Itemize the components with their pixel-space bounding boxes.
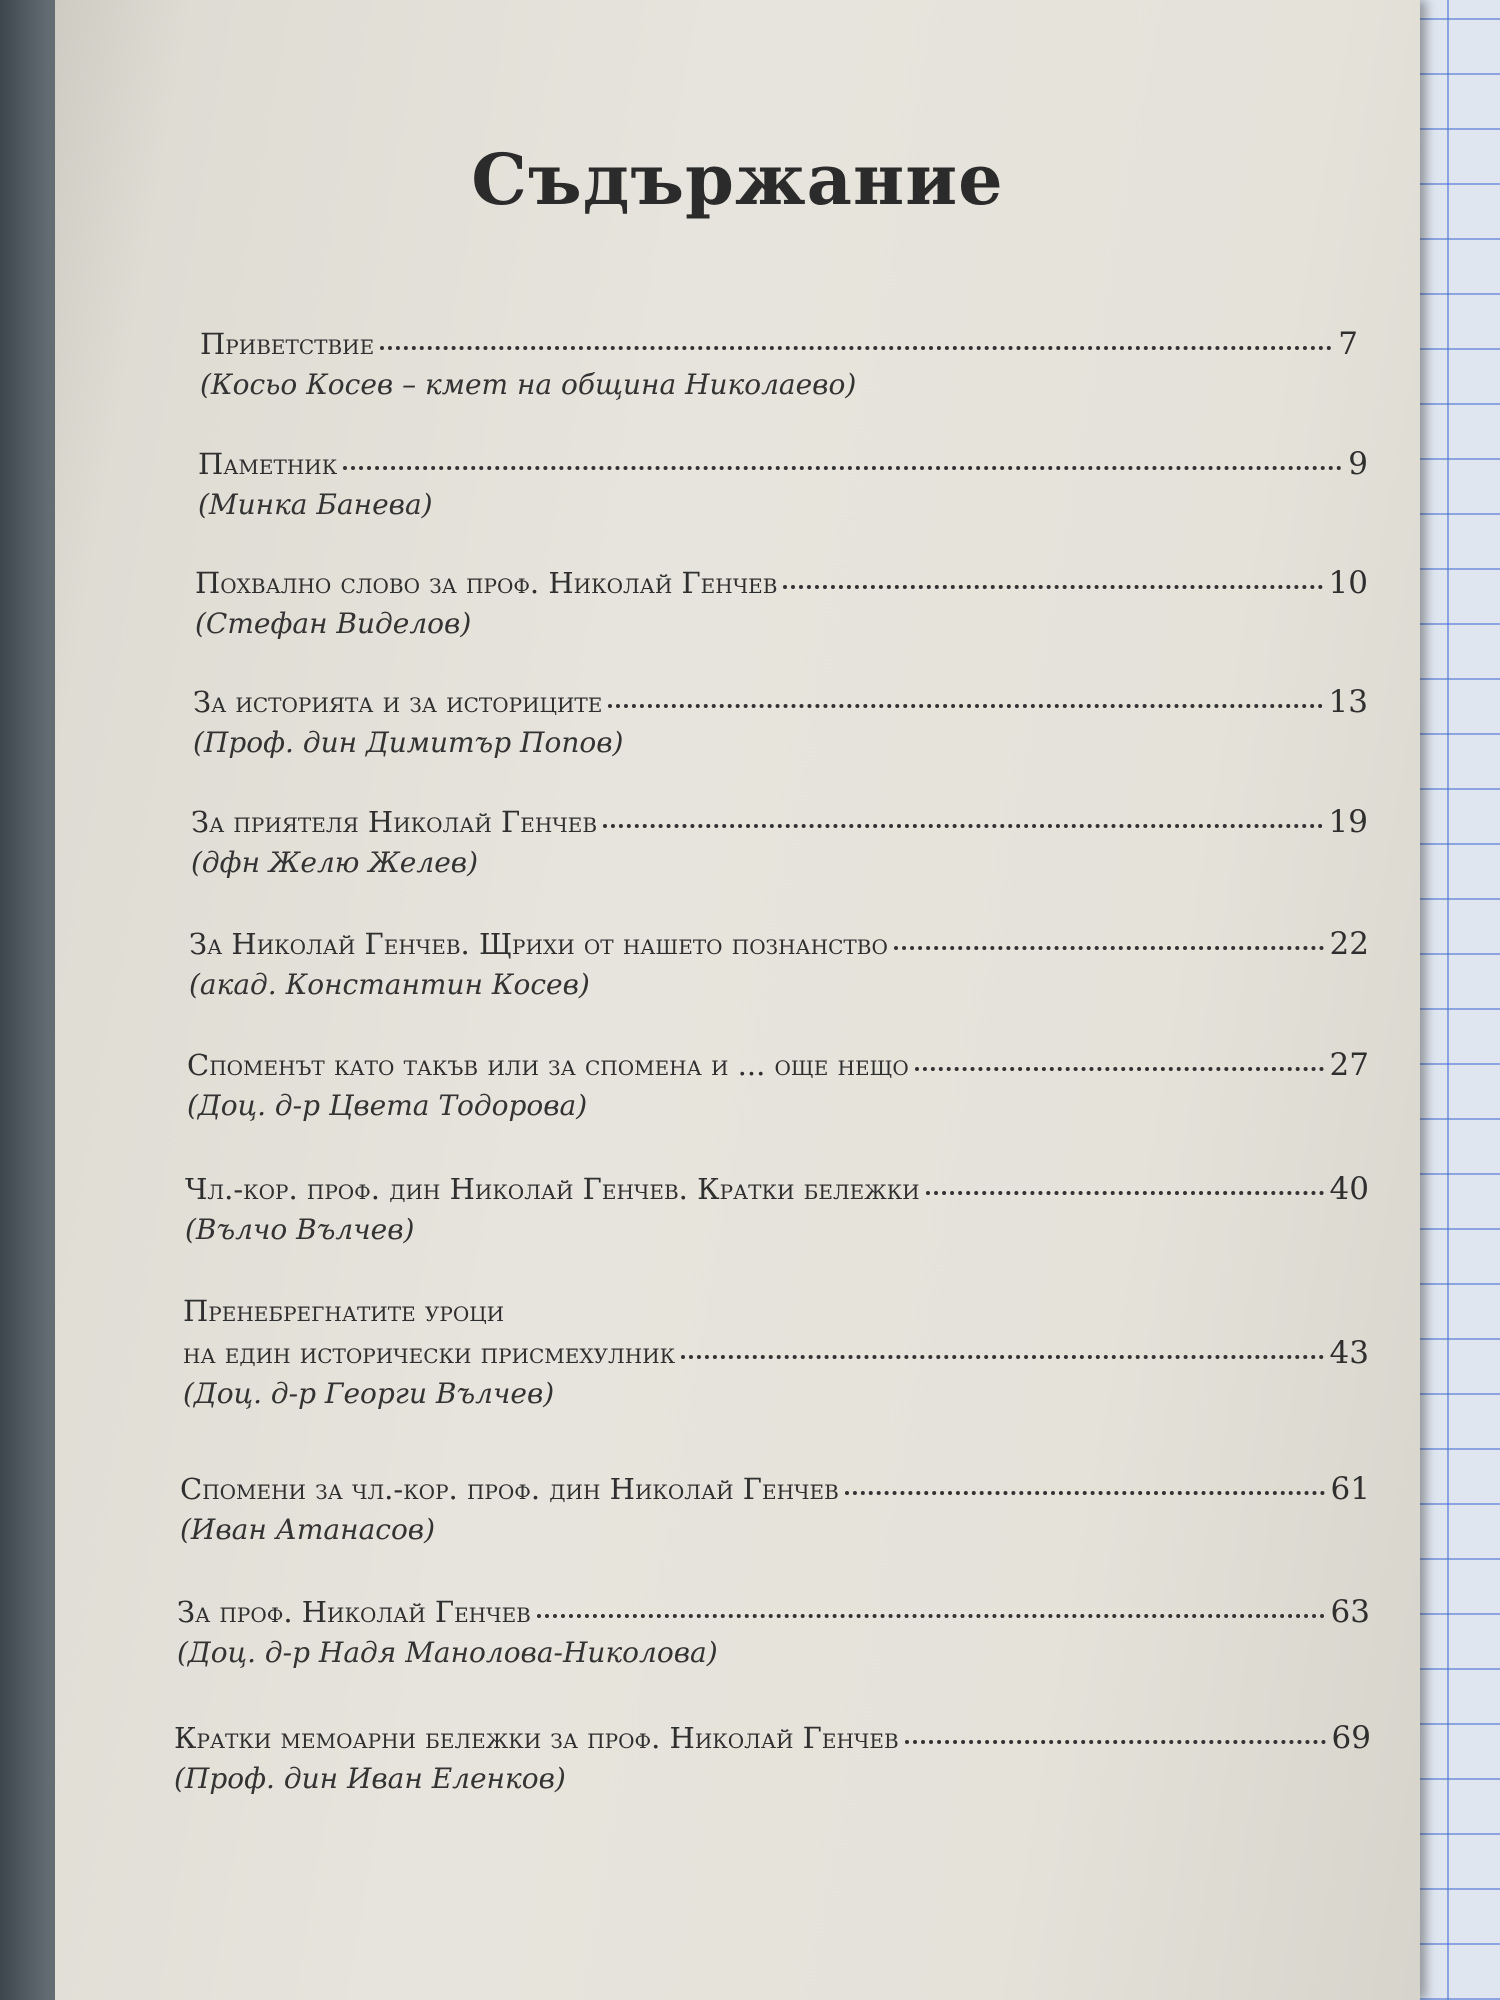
toc-entry bbox=[200, 323, 1358, 405]
toc-entry-page: 10 bbox=[1328, 565, 1368, 601]
dot-leader bbox=[681, 1355, 1323, 1359]
toc-entry-author: (Иван Атанасов) bbox=[180, 1513, 436, 1546]
toc-entry-author: (Доц. д-р Георги Вълчев) bbox=[183, 1377, 555, 1410]
toc-entry bbox=[193, 681, 1368, 763]
toc-entry-page: 9 bbox=[1348, 446, 1368, 482]
toc-entry bbox=[185, 1168, 1369, 1250]
toc-title: Съдържание bbox=[471, 138, 1004, 221]
toc-entry-page: 63 bbox=[1330, 1594, 1370, 1630]
toc-entry-title: За проф. Николай Генчев bbox=[177, 1595, 531, 1629]
book-page bbox=[55, 0, 1420, 2000]
toc-entry bbox=[177, 1591, 1370, 1673]
toc-entry-title-line1: Пренебрегнатите уроци bbox=[183, 1294, 505, 1328]
toc-entry-page: 61 bbox=[1330, 1471, 1370, 1507]
toc-entry-author: (Косьо Косев – кмет на община Николаево) bbox=[200, 368, 857, 401]
dot-leader bbox=[926, 1191, 1324, 1195]
dot-leader bbox=[343, 466, 1342, 470]
toc-entry-line bbox=[185, 1168, 1369, 1210]
toc-entry-page: 13 bbox=[1328, 684, 1368, 720]
toc-entry-author: (Проф. дин Димитър Попов) bbox=[193, 726, 624, 759]
toc-entry-page: 40 bbox=[1329, 1171, 1369, 1207]
dot-leader bbox=[608, 704, 1322, 708]
toc-entry bbox=[189, 923, 1369, 1005]
toc-entry-page: 69 bbox=[1331, 1720, 1371, 1756]
toc-entry-line bbox=[200, 323, 1358, 365]
toc-entry-line bbox=[198, 443, 1368, 485]
toc-entry bbox=[187, 1044, 1369, 1126]
toc-entry bbox=[198, 443, 1368, 525]
toc-entry-title: За Николай Генчев. Щрихи от нашето познанство bbox=[189, 927, 888, 961]
toc-entry-line bbox=[193, 681, 1368, 723]
toc-entry-line bbox=[191, 801, 1368, 843]
dot-leader bbox=[783, 585, 1322, 589]
toc-entry-title: Кратки мемоарни бележки за проф. Николай Генчев bbox=[174, 1721, 899, 1755]
toc-entry-author: (дфн Желю Желев) bbox=[191, 846, 478, 879]
toc-entry bbox=[174, 1717, 1371, 1799]
toc-entry-title: Спомени за чл.-кор. проф. дин Николай Генчев bbox=[180, 1472, 839, 1506]
toc-entry bbox=[183, 1290, 1369, 1414]
toc-entry-title: Похвално слово за проф. Николай Генчев bbox=[195, 566, 778, 600]
dot-leader bbox=[537, 1614, 1325, 1618]
toc-entry bbox=[195, 562, 1368, 644]
toc-entry-title: Приветствие bbox=[200, 327, 375, 361]
toc-entry-page: 22 bbox=[1329, 926, 1369, 962]
dot-leader bbox=[603, 824, 1323, 828]
toc-entry-page: 7 bbox=[1338, 326, 1358, 362]
toc-entry-title: За приятеля Николай Генчев bbox=[191, 805, 598, 839]
toc-entry-author: (Проф. дин Иван Еленков) bbox=[174, 1762, 566, 1795]
toc-entry-page: 19 bbox=[1328, 804, 1368, 840]
toc-entry-author: (Минка Банева) bbox=[198, 488, 433, 521]
dot-leader bbox=[894, 946, 1324, 950]
toc-entry-title: За историята и за историците bbox=[193, 685, 603, 719]
toc-entry-title: Паметник bbox=[198, 447, 338, 481]
toc-entry-line bbox=[183, 1332, 1369, 1374]
toc-entry-line bbox=[174, 1717, 1371, 1759]
toc-entry-page: 43 bbox=[1329, 1335, 1369, 1371]
toc-entry-author: (Доц. д-р Цвета Тодорова) bbox=[187, 1089, 588, 1122]
dot-leader bbox=[915, 1067, 1324, 1071]
toc-entry-line bbox=[177, 1591, 1370, 1633]
toc-entry-line bbox=[189, 923, 1369, 965]
toc-entry-title: на един исторически присмехулник bbox=[183, 1336, 676, 1370]
toc-entry-line bbox=[187, 1044, 1369, 1086]
toc-entry-author: (акад. Константин Косев) bbox=[189, 968, 590, 1001]
toc-entry-line bbox=[195, 562, 1368, 604]
dot-leader bbox=[380, 346, 1332, 350]
toc-entry-title: Споменът като такъв или за спомена и ... още нещо bbox=[187, 1048, 909, 1082]
dot-leader bbox=[905, 1740, 1326, 1744]
toc-entry bbox=[191, 801, 1368, 883]
toc-entry-title: Чл.-кор. проф. дин Николай Генчев. Кратки бележки bbox=[185, 1172, 920, 1206]
toc-entry-line bbox=[180, 1468, 1370, 1510]
toc-entry-author: (Доц. д-р Надя Манолова-Николова) bbox=[177, 1636, 718, 1669]
toc-entry-author: (Вълчо Вълчев) bbox=[185, 1213, 415, 1246]
toc-entry bbox=[180, 1468, 1370, 1550]
dot-leader bbox=[845, 1491, 1325, 1495]
toc-entry-author: (Стефан Виделов) bbox=[195, 607, 472, 640]
toc-entry-page: 27 bbox=[1329, 1047, 1369, 1083]
